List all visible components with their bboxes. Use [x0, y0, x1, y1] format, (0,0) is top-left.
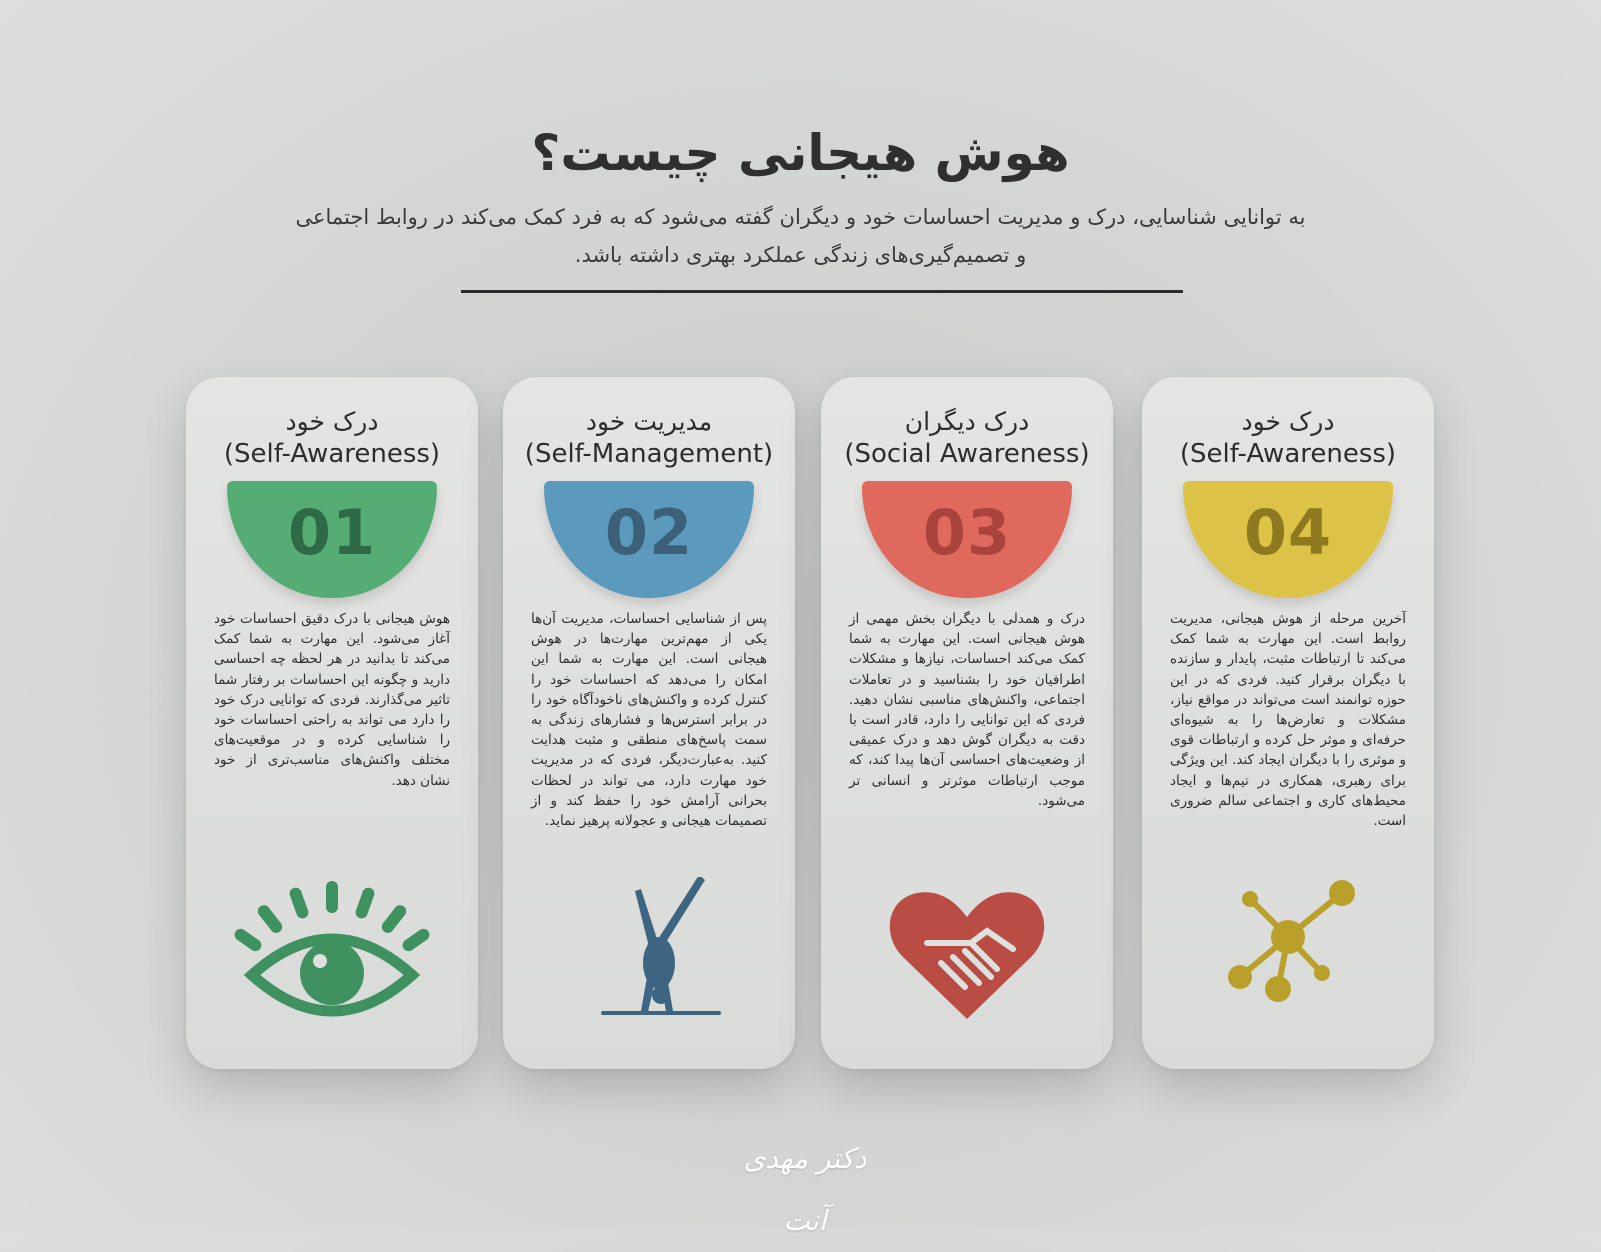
intro-text: به توانایی شناسایی، درک و مدیریت احساسات خود و دیگران گفته می‌شود که به فرد کمک می‌کند در روابط اجتماعی و تصمیم‌گیری‌های زندگی عملکرد بهتری داشته باشد.: [295, 205, 1306, 267]
card-title: [1142, 405, 1434, 471]
handstand-figure-icon: [549, 877, 749, 1027]
card-title-fa: مدیریت خود: [585, 407, 713, 436]
badge-number: 01: [287, 496, 377, 569]
number-badge: [862, 481, 1072, 598]
card-description: درک و همدلی با دیگران بخش مهمی از هوش هیجانی است. این مهارت به شما کمک می‌کند احساسات، نیازها و مشکلات اطرافیان خود را بشناسید و در تعاملات اجتماعی، واکنش‌های مناسبی نشان دهید. فردی که این توانایی را دارد، قادر است با دقت به دیگران گوش دهد و درک عمیقی از وضعیت‌های احساسی آن‌ها پیدا کند، که موجب ارتباطات موثرتر و انسانی تر می‌شود.: [849, 611, 1085, 809]
number-badge: [544, 481, 754, 598]
card-title-fa: درک دیگران: [904, 407, 1030, 436]
card-description: آخرین مرحله از هوش هیجانی، مدیریت روابط است. این مهارت به شما کمک می‌کند تا ارتباطات مثبت، پایدار و سازنده با دیگران برقرار کنید. فردی که در این حوزه توانمند است می‌تواند در مواقع نیاز، مشکلات و تعارض‌ها را به شیوه‌ای حرفه‌ای و موثر حل کرده و ارتباطات قوی و موثری را با دیگران ایجاد کند. این ویژگی برای رهبری، همکاری در تیم‌ها و ایجاد محیط‌های کاری و اجتماعی سالم ضروری است.: [1170, 611, 1406, 830]
card-self-management: [503, 377, 795, 1069]
card-self-awareness: [186, 377, 478, 1069]
card-title: [821, 405, 1113, 471]
card-description: هوش هیجانی با درک دقیق احساسات خود آغاز می‌شود. این مهارت به شما کمک می‌کند تا بدانید در هر لحظه چه احساسی دارید و چگونه این احساسات بر رفتار شما تاثیر می‌گذارند. فردی که توانایی درک خود را دارد می تواند به راحتی احساسات خود را شناسایی کرده و در موقعیت‌های مختلف واکنش‌های مناسب‌تری از خود نشان دهد.: [214, 611, 450, 789]
badge-number: 02: [604, 496, 694, 569]
card-title-en: (Self-Management): [524, 439, 774, 469]
number-badge: [227, 481, 437, 598]
page-title: هوش هیجانی چیست؟: [531, 124, 1070, 182]
card-title: [503, 405, 795, 471]
card-title-en: (Self-Awareness): [1179, 439, 1397, 469]
card-social-awareness: [821, 377, 1113, 1069]
number-badge: [1183, 481, 1393, 598]
card-title-en: (Self-Awareness): [223, 439, 441, 469]
card-relationship-management: [1142, 377, 1434, 1069]
card-title: [186, 405, 478, 471]
card-title-en: (Social Awareness): [844, 439, 1090, 469]
heart-handshake-icon: [867, 877, 1067, 1027]
header: [0, 118, 1601, 274]
card-title-fa: درک خود: [1241, 407, 1335, 436]
eye-icon: [232, 877, 432, 1027]
card-title-fa: درک خود: [285, 407, 379, 436]
title-divider: [461, 290, 1183, 293]
card-description: پس از شناسایی احساسات، مدیریت آن‌ها یکی از مهم‌ترین مهارت‌ها در هوش هیجانی است. این مهارت به شما این امکان را می‌دهد که احساسات خود را کنترل کرده و واکنش‌های ناخودآگاه خود را در برابر استرس‌ها و فشارهای زندگی به سمت پاسخ‌های منطقی و مثبت هدایت کنید. به‌عبارت‌دیگر، فردی که در مدیریت خود مهارت دارد، می تواند در لحظات بحرانی آرامش خود را حفظ کند و از تصمیمات هیجانی و عجولانه پرهیز نماید.: [531, 611, 767, 830]
badge-number: 04: [1243, 496, 1333, 569]
signature: دکتر مهدی آنت: [743, 1142, 867, 1237]
network-nodes-icon: [1188, 877, 1388, 1027]
badge-number: 03: [922, 496, 1012, 569]
